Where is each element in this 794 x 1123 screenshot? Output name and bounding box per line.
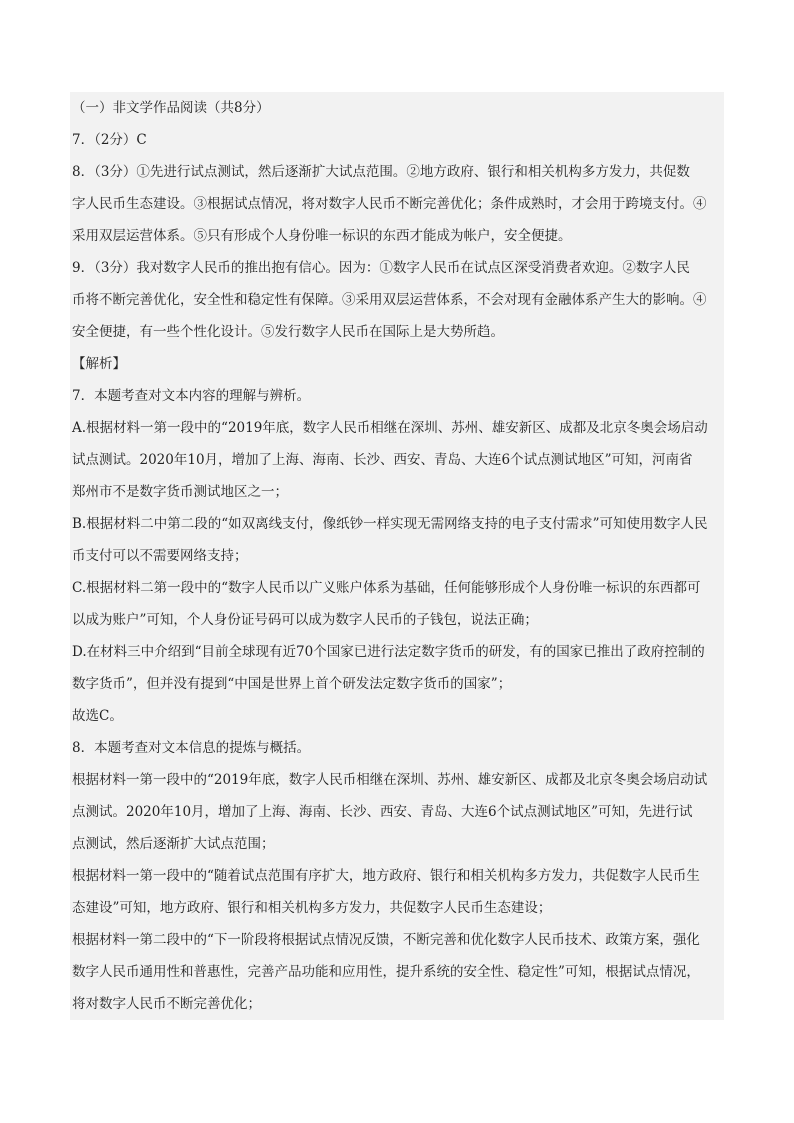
text-line: 郑州市不是数字货币测试地区之一；: [70, 476, 724, 508]
text-line: 将对数字人民币不断完善优化；: [70, 988, 724, 1020]
document-body: [70, 92, 724, 1020]
text-line: 点测试，然后逐渐扩大试点范围；: [70, 828, 724, 860]
text-line: D.在材料三中介绍到“目前全球现有近70个国家已进行法定数字货币的研发，有的国家已推出了政府控制的: [70, 636, 724, 668]
text-line: C.根据材料二第一段中的“数字人民币以广义账户体系为基础，任何能够形成个人身份唯一标识的东西都可: [70, 572, 724, 604]
text-line: 8．（3分）①先进行试点测试，然后逐渐扩大试点范围。②地方政府、银行和相关机构多方发力，共促数: [70, 156, 724, 188]
text-line: 根据材料一第一段中的“随着试点范围有序扩大，地方政府、银行和相关机构多方发力，共促数字人民币生: [70, 860, 724, 892]
text-line: 字人民币生态建设。③根据试点情况，将对数字人民币不断完善优化；条件成熟时，才会用于跨境支付。④: [70, 188, 724, 220]
text-line: 采用双层运营体系。⑤只有形成个人身份唯一标识的东西才能成为帐户，安全便捷。: [70, 220, 724, 252]
text-line: 故选C。: [70, 700, 724, 732]
text-line: 币将不断完善优化，安全性和稳定性有保障。③采用双层运营体系，不会对现有金融体系产生大的影响。④: [70, 284, 724, 316]
text-line: 7．（2分）C: [70, 124, 724, 156]
text-line: 点测试。2020年10月，增加了上海、海南、长沙、西安、青岛、大连6个试点测试地区”可知，先进行试: [70, 796, 724, 828]
text-line: B.根据材料二中第二段的“如双离线支付，像纸钞一样实现无需网络支持的电子支付需求”可知使用数字人民: [70, 508, 724, 540]
text-line: 根据材料一第二段中的“下一阶段将根据试点情况反馈，不断完善和优化数字人民币技术、政策方案，强化: [70, 924, 724, 956]
text-line: （一）非文学作品阅读（共8分）: [70, 92, 724, 124]
text-line: 以成为账户”可知，个人身份证号码可以成为数字人民币的子钱包，说法正确；: [70, 604, 724, 636]
text-line: 9．（3分）我对数字人民币的推出抱有信心。因为：①数字人民币在试点区深受消费者欢迎。②数字人民: [70, 252, 724, 284]
text-line: 币支付可以不需要网络支持；: [70, 540, 724, 572]
text-line: 8．本题考查对文本信息的提炼与概括。: [70, 732, 724, 764]
text-line: 态建设”可知，地方政府、银行和相关机构多方发力，共促数字人民币生态建设；: [70, 892, 724, 924]
text-line: 根据材料一第一段中的“2019年底，数字人民币相继在深圳、苏州、雄安新区、成都及北京冬奥会场启动试: [70, 764, 724, 796]
text-line: 【解析】: [70, 348, 724, 380]
text-line: 数字人民币通用性和普惠性，完善产品功能和应用性，提升系统的安全性、稳定性”可知，根据试点情况，: [70, 956, 724, 988]
text-line: 7．本题考查对文本内容的理解与辨析。: [70, 380, 724, 412]
text-line: 试点测试。2020年10月，增加了上海、海南、长沙、西安、青岛、大连6个试点测试地区”可知，河南省: [70, 444, 724, 476]
text-line: A.根据材料一第一段中的“2019年底，数字人民币相继在深圳、苏州、雄安新区、成都及北京冬奥会场启动: [70, 412, 724, 444]
text-line: 安全便捷，有一些个性化设计。⑤发行数字人民币在国际上是大势所趋。: [70, 316, 724, 348]
text-line: 数字货币”，但并没有提到“中国是世界上首个研发法定数字货币的国家”；: [70, 668, 724, 700]
